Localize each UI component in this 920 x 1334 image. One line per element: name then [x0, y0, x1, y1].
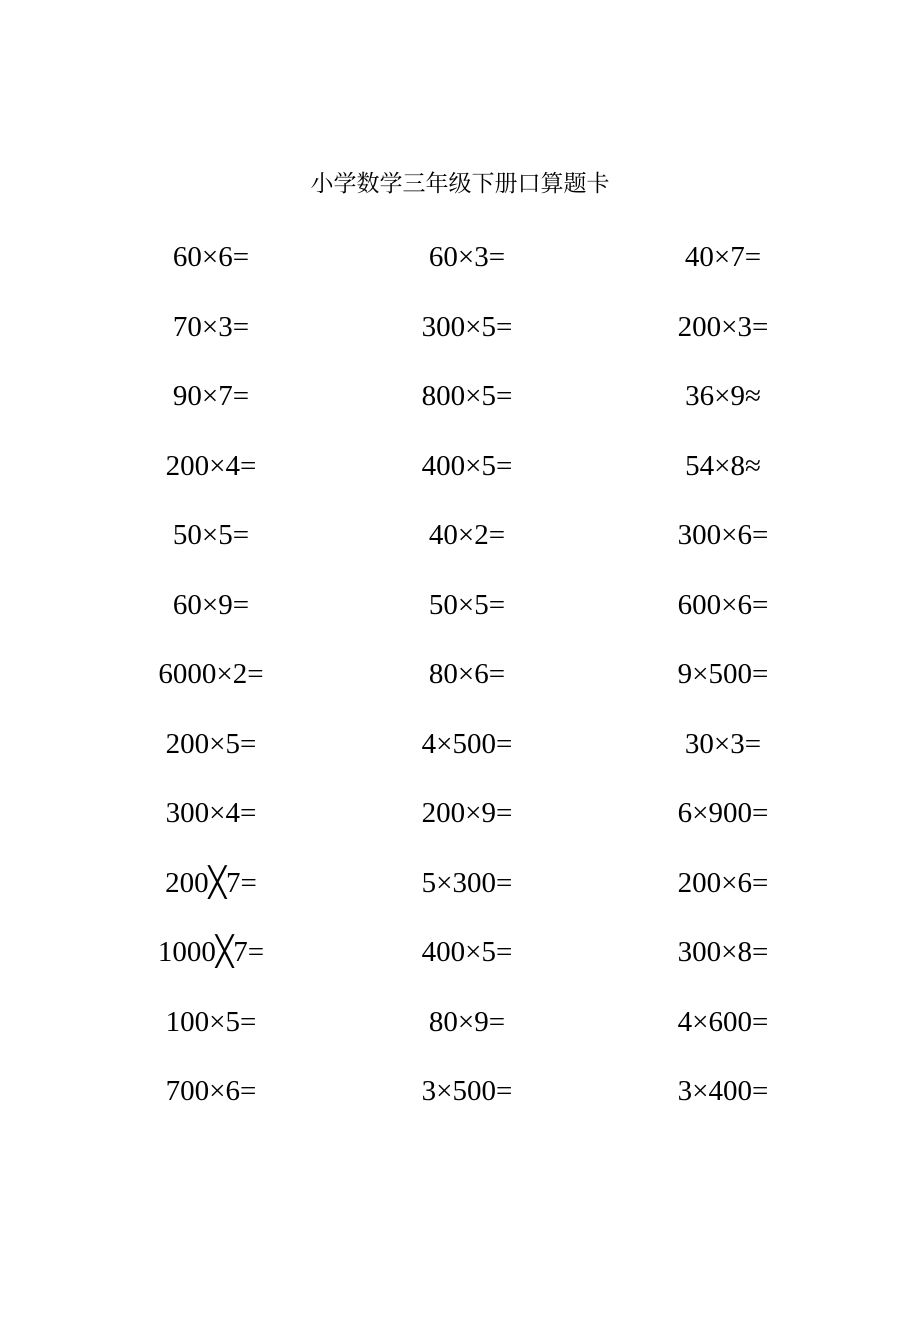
problem-row — [0, 1071, 920, 1141]
problem-item: 50×5= — [172, 519, 250, 551]
problem-item: 4×600= — [677, 1005, 769, 1038]
problem-item: 3×500= — [421, 1075, 513, 1107]
problem-item: 6000×2= — [158, 658, 264, 690]
problem-row — [0, 724, 920, 794]
problem-item: 3×400= — [677, 1075, 769, 1107]
problem-item: 30×3= — [684, 727, 762, 760]
problem-item: 70×3= — [172, 310, 250, 343]
problem-grid — [0, 237, 920, 1141]
problem-item: 50×5= — [428, 588, 506, 621]
problem-item: 60×6= — [172, 241, 250, 273]
problem-item: 60×3= — [428, 241, 506, 273]
problem-item: 40×2= — [428, 519, 506, 551]
problem-item: 90×7= — [172, 380, 250, 412]
problem-item: 54×8≈ — [685, 449, 761, 482]
problem-item: 700×6= — [165, 1075, 257, 1107]
problem-item: 300×8= — [677, 936, 769, 968]
problem-item: 40×7= — [684, 241, 762, 273]
problem-item: 200×6= — [677, 866, 769, 899]
problem-item: 300×4= — [165, 797, 257, 829]
problem-item: 4×500= — [421, 727, 513, 760]
problem-item: 200×3= — [677, 310, 769, 343]
problem-row — [0, 1002, 920, 1072]
problem-item: 1000╳7= — [157, 936, 265, 968]
problem-row — [0, 654, 920, 724]
problem-row — [0, 585, 920, 655]
problem-item: 80×6= — [428, 658, 506, 690]
problem-item: 400×5= — [421, 936, 513, 968]
problem-row — [0, 307, 920, 377]
problem-item: 800×5= — [421, 380, 513, 412]
problem-item: 9×500= — [677, 658, 769, 690]
problem-item: 5×300= — [421, 866, 513, 899]
problem-item: 300×5= — [421, 310, 513, 343]
problem-row — [0, 446, 920, 516]
problem-item: 36×9≈ — [685, 380, 761, 412]
problem-item: 200╳7= — [165, 866, 257, 899]
problem-item: 100×5= — [165, 1005, 257, 1038]
problem-item: 6×900= — [677, 797, 769, 829]
problem-item: 60×9= — [172, 588, 250, 621]
problem-item: 600×6= — [677, 588, 769, 621]
problem-row — [0, 237, 920, 307]
problem-row — [0, 932, 920, 1002]
problem-item: 400×5= — [421, 449, 513, 482]
problem-row — [0, 376, 920, 446]
problem-row — [0, 515, 920, 585]
problem-row — [0, 863, 920, 933]
problem-item: 80×9= — [428, 1005, 506, 1038]
problem-item: 300×6= — [677, 519, 769, 551]
page-title: 小学数学三年级下册口算题卡 — [310, 171, 610, 197]
problem-item: 200×5= — [165, 727, 257, 760]
problem-item: 200×9= — [421, 797, 513, 829]
problem-row — [0, 793, 920, 863]
problem-item: 200×4= — [165, 449, 257, 482]
